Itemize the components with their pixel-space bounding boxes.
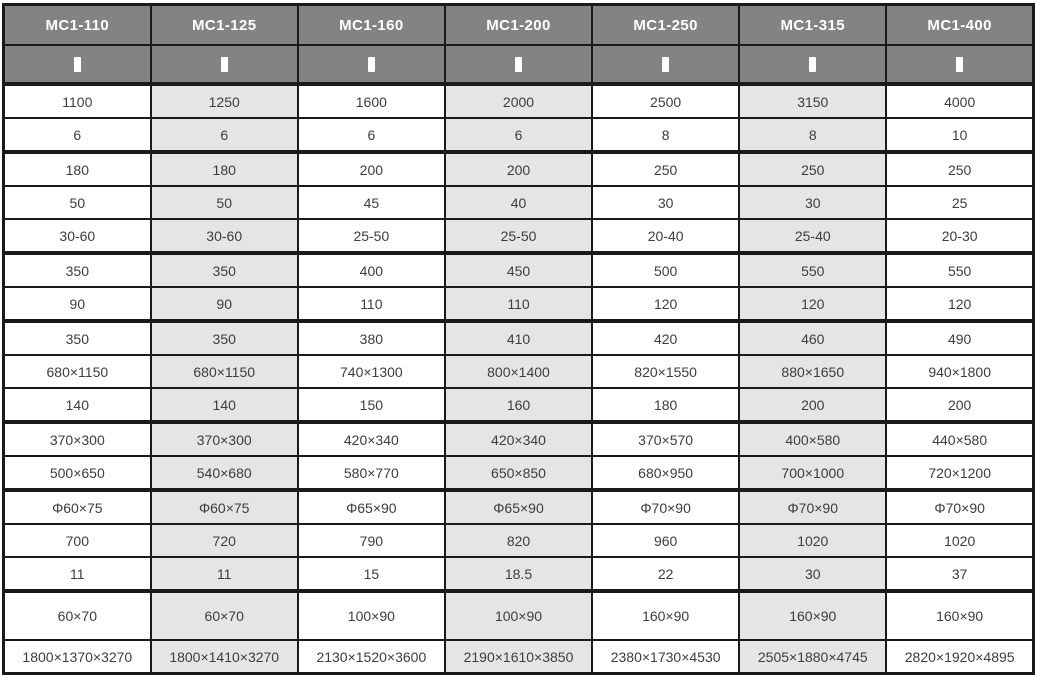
image-placeholder-icon: [662, 57, 669, 72]
table-cell: 3150: [739, 84, 886, 118]
table-cell: 160×90: [592, 591, 739, 640]
image-placeholder-icon: [368, 57, 375, 72]
table-cell: 740×1300: [298, 355, 445, 388]
table-cell: 420×340: [298, 422, 445, 456]
table-cell: 250: [592, 152, 739, 186]
image-placeholder-cell: [4, 45, 151, 84]
table-cell: 700×1000: [739, 456, 886, 490]
table-cell: 30-60: [151, 219, 298, 253]
table-cell: 500×650: [4, 456, 151, 490]
table-cell: 200: [739, 388, 886, 422]
table-row: [4, 287, 1034, 321]
table-cell: 960: [592, 524, 739, 557]
table-cell: 11: [4, 557, 151, 591]
table-cell: Φ65×90: [445, 490, 592, 524]
table-cell: 880×1650: [739, 355, 886, 388]
table-cell: 540×680: [151, 456, 298, 490]
column-header-mc1-160: MC1-160: [298, 5, 445, 46]
table-cell: 350: [4, 321, 151, 355]
table-cell: 120: [739, 287, 886, 321]
table-cell: 110: [445, 287, 592, 321]
table-cell: 580×770: [298, 456, 445, 490]
spec-table-head: [4, 5, 1034, 46]
table-cell: 6: [4, 118, 151, 152]
table-row: [4, 591, 1034, 640]
table-cell: 25: [886, 186, 1033, 219]
table-cell: 45: [298, 186, 445, 219]
table-cell: 140: [151, 388, 298, 422]
column-header-mc1-200: MC1-200: [445, 5, 592, 46]
table-cell: 25-40: [739, 219, 886, 253]
table-row: [4, 640, 1034, 674]
table-cell: 90: [4, 287, 151, 321]
table-cell: 30: [739, 557, 886, 591]
table-cell: Φ70×90: [886, 490, 1033, 524]
table-row: [4, 186, 1034, 219]
table-cell: 200: [298, 152, 445, 186]
table-cell: 800×1400: [445, 355, 592, 388]
machine-spec-table: [2, 3, 1035, 675]
table-cell: 700: [4, 524, 151, 557]
table-row: [4, 219, 1034, 253]
table-row: [4, 557, 1034, 591]
table-cell: 140: [4, 388, 151, 422]
table-cell: 440×580: [886, 422, 1033, 456]
spec-table-body: [4, 45, 1034, 674]
table-cell: 25-50: [445, 219, 592, 253]
table-cell: 370×300: [4, 422, 151, 456]
table-cell: 40: [445, 186, 592, 219]
table-cell: 11: [151, 557, 298, 591]
table-cell: 180: [592, 388, 739, 422]
image-placeholder-icon: [221, 57, 228, 72]
table-row: [4, 524, 1034, 557]
table-row: [4, 118, 1034, 152]
table-cell: 370×300: [151, 422, 298, 456]
table-cell: 22: [592, 557, 739, 591]
table-cell: 420: [592, 321, 739, 355]
table-cell: 380: [298, 321, 445, 355]
table-cell: 650×850: [445, 456, 592, 490]
table-cell: 550: [739, 253, 886, 287]
table-row: [4, 456, 1034, 490]
table-cell: 60×70: [4, 591, 151, 640]
table-cell: 1600: [298, 84, 445, 118]
table-cell: 8: [592, 118, 739, 152]
table-cell: Φ60×75: [4, 490, 151, 524]
table-row: [4, 490, 1034, 524]
table-row: [4, 321, 1034, 355]
table-cell: 350: [151, 321, 298, 355]
table-cell: 180: [4, 152, 151, 186]
table-row: [4, 388, 1034, 422]
table-cell: 1250: [151, 84, 298, 118]
table-cell: 680×1150: [151, 355, 298, 388]
table-cell: Φ65×90: [298, 490, 445, 524]
image-placeholder-cell: [886, 45, 1033, 84]
column-header-mc1-125: MC1-125: [151, 5, 298, 46]
table-cell: 500: [592, 253, 739, 287]
table-cell: 1100: [4, 84, 151, 118]
image-placeholder-icon: [74, 57, 81, 72]
table-cell: 25-50: [298, 219, 445, 253]
table-cell: 180: [151, 152, 298, 186]
table-cell: 150: [298, 388, 445, 422]
table-cell: 200: [886, 388, 1033, 422]
table-cell: 18.5: [445, 557, 592, 591]
table-cell: 120: [886, 287, 1033, 321]
table-cell: 37: [886, 557, 1033, 591]
table-cell: 15: [298, 557, 445, 591]
table-cell: 6: [445, 118, 592, 152]
image-placeholder-cell: [151, 45, 298, 84]
table-cell: 6: [151, 118, 298, 152]
table-cell: 550: [886, 253, 1033, 287]
table-cell: 940×1800: [886, 355, 1033, 388]
table-cell: 410: [445, 321, 592, 355]
column-header-mc1-110: MC1-110: [4, 5, 151, 46]
table-cell: 250: [739, 152, 886, 186]
table-cell: 50: [4, 186, 151, 219]
table-cell: 100×90: [445, 591, 592, 640]
image-placeholder-row: [4, 45, 1034, 84]
table-cell: 450: [445, 253, 592, 287]
table-cell: 30: [592, 186, 739, 219]
table-cell: 680×1150: [4, 355, 151, 388]
table-cell: 350: [151, 253, 298, 287]
table-cell: 60×70: [151, 591, 298, 640]
table-cell: 30-60: [4, 219, 151, 253]
table-cell: 490: [886, 321, 1033, 355]
table-row: [4, 84, 1034, 118]
table-cell: 30: [739, 186, 886, 219]
column-header-mc1-400: MC1-400: [886, 5, 1033, 46]
table-cell: 720: [151, 524, 298, 557]
table-cell: 10: [886, 118, 1033, 152]
table-row: [4, 253, 1034, 287]
table-cell: 20-40: [592, 219, 739, 253]
table-row: [4, 422, 1034, 456]
table-row: [4, 152, 1034, 186]
table-cell: 1020: [886, 524, 1033, 557]
table-cell: 6: [298, 118, 445, 152]
table-cell: 2505×1880×4745: [739, 640, 886, 674]
table-cell: 720×1200: [886, 456, 1033, 490]
image-placeholder-icon: [515, 57, 522, 72]
table-cell: 1800×1370×3270: [4, 640, 151, 674]
table-cell: 120: [592, 287, 739, 321]
column-header-mc1-250: MC1-250: [592, 5, 739, 46]
table-cell: 350: [4, 253, 151, 287]
table-cell: Φ60×75: [151, 490, 298, 524]
table-cell: 160×90: [739, 591, 886, 640]
table-cell: 400: [298, 253, 445, 287]
table-cell: 2820×1920×4895: [886, 640, 1033, 674]
table-cell: 2500: [592, 84, 739, 118]
table-cell: 680×950: [592, 456, 739, 490]
table-cell: 420×340: [445, 422, 592, 456]
table-cell: 1800×1410×3270: [151, 640, 298, 674]
image-placeholder-cell: [592, 45, 739, 84]
table-cell: 1020: [739, 524, 886, 557]
image-placeholder-cell: [445, 45, 592, 84]
table-cell: 200: [445, 152, 592, 186]
table-cell: 2190×1610×3850: [445, 640, 592, 674]
table-cell: 100×90: [298, 591, 445, 640]
table-cell: 2000: [445, 84, 592, 118]
table-cell: Φ70×90: [592, 490, 739, 524]
model-header-row: [4, 5, 1034, 46]
table-cell: 400×580: [739, 422, 886, 456]
table-cell: 50: [151, 186, 298, 219]
image-placeholder-cell: [298, 45, 445, 84]
table-cell: 250: [886, 152, 1033, 186]
table-cell: 2380×1730×4530: [592, 640, 739, 674]
table-cell: 790: [298, 524, 445, 557]
table-cell: 460: [739, 321, 886, 355]
image-placeholder-icon: [809, 57, 816, 72]
table-cell: 90: [151, 287, 298, 321]
table-cell: 8: [739, 118, 886, 152]
image-placeholder-icon: [956, 57, 963, 72]
table-cell: 160: [445, 388, 592, 422]
table-cell: 160×90: [886, 591, 1033, 640]
table-cell: 370×570: [592, 422, 739, 456]
table-cell: 2130×1520×3600: [298, 640, 445, 674]
table-cell: 4000: [886, 84, 1033, 118]
table-cell: Φ70×90: [739, 490, 886, 524]
column-header-mc1-315: MC1-315: [739, 5, 886, 46]
image-placeholder-cell: [739, 45, 886, 84]
table-cell: 820: [445, 524, 592, 557]
table-cell: 20-30: [886, 219, 1033, 253]
table-cell: 820×1550: [592, 355, 739, 388]
table-cell: 110: [298, 287, 445, 321]
table-row: [4, 355, 1034, 388]
